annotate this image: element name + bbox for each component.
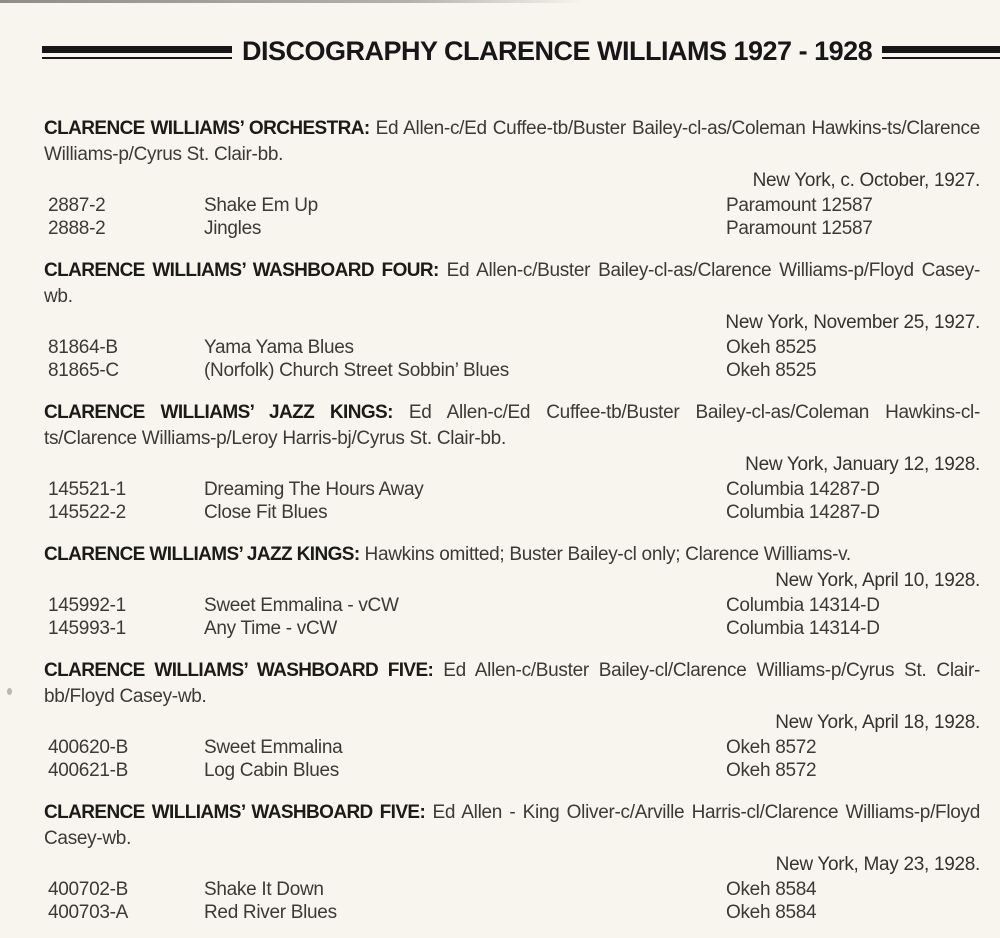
release-label: Okeh 8525 bbox=[726, 360, 817, 381]
session-date-location: New York, November 25, 1927. bbox=[725, 312, 980, 333]
track-title: Sweet Emmalina - vCW bbox=[204, 595, 399, 616]
matrix-number: 145522-2 bbox=[48, 502, 126, 523]
track-row bbox=[42, 617, 980, 640]
release-label: Okeh 8584 bbox=[726, 902, 817, 923]
matrix-number: 2887-2 bbox=[48, 195, 106, 216]
session-date-location: New York, April 18, 1928. bbox=[775, 712, 980, 733]
track-row bbox=[42, 736, 980, 759]
personnel-list: Ed Allen - King Oliver-c/Arville Harris-cl/Clarence Williams-p/Floyd Casey-wb. bbox=[44, 802, 981, 849]
track-title: Shake It Down bbox=[204, 879, 324, 900]
personnel-list: Ed Allen-c/Ed Cuffee-tb/Buster Bailey-cl-as/Coleman Hawkins-cl-ts/Clarence Williams-p/Leroy Harris-bj/Cyrus St. Clair-bb. bbox=[44, 402, 980, 449]
track-title: Yama Yama Blues bbox=[204, 337, 354, 358]
track-title: Red River Blues bbox=[204, 902, 337, 923]
session-heading bbox=[42, 116, 980, 168]
matrix-number: 400620-B bbox=[48, 737, 129, 758]
discography-section bbox=[42, 400, 980, 524]
discography-section bbox=[42, 542, 980, 640]
track-row bbox=[42, 594, 980, 617]
release-label: Paramount 12587 bbox=[726, 195, 873, 216]
session-date-location: New York, April 10, 1928. bbox=[775, 570, 980, 591]
scan-speck-artifact bbox=[7, 688, 12, 695]
matrix-number: 400703-A bbox=[48, 902, 129, 923]
band-name: CLARENCE WILLIAMS’ WASHBOARD FIVE: bbox=[44, 660, 434, 681]
release-label: Columbia 14287-D bbox=[726, 502, 880, 523]
track-title: (Norfolk) Church Street Sobbin’ Blues bbox=[204, 360, 509, 381]
track-title: Close Fit Blues bbox=[204, 502, 328, 523]
session-heading bbox=[42, 258, 980, 310]
track-title: Shake Em Up bbox=[204, 195, 318, 216]
track-title: Any Time - vCW bbox=[204, 618, 338, 639]
discography-section bbox=[42, 258, 980, 382]
session-heading bbox=[42, 800, 980, 852]
matrix-number: 81865-C bbox=[48, 360, 119, 381]
session-date-location: New York, c. October, 1927. bbox=[752, 170, 980, 191]
personnel-list: Ed Allen-c/Buster Bailey-cl/Clarence Williams-p/Cyrus St. Clair-bb/Floyd Casey-wb. bbox=[44, 660, 980, 707]
release-label: Okeh 8584 bbox=[726, 879, 817, 900]
band-name: CLARENCE WILLIAMS’ JAZZ KINGS: bbox=[44, 544, 360, 565]
personnel-list: Ed Allen-c/Buster Bailey-cl-as/Clarence Williams-p/Floyd Casey-wb. bbox=[44, 260, 980, 307]
track-title: Sweet Emmalina bbox=[204, 737, 343, 758]
matrix-number: 145993-1 bbox=[48, 618, 126, 639]
page-header bbox=[42, 36, 980, 69]
header-rule-left bbox=[42, 46, 232, 59]
release-label: Columbia 14287-D bbox=[726, 479, 880, 500]
release-label: Okeh 8525 bbox=[726, 337, 817, 358]
session-heading bbox=[42, 400, 980, 452]
discography-section bbox=[42, 116, 980, 240]
band-name: CLARENCE WILLIAMS’ JAZZ KINGS: bbox=[44, 402, 393, 423]
matrix-number: 400702-B bbox=[48, 879, 129, 900]
release-label: Columbia 14314-D bbox=[726, 595, 880, 616]
matrix-number: 145992-1 bbox=[48, 595, 126, 616]
track-row bbox=[42, 217, 980, 240]
session-date-location: New York, January 12, 1928. bbox=[745, 454, 980, 475]
band-name: CLARENCE WILLIAMS’ WASHBOARD FIVE: bbox=[44, 802, 426, 823]
release-label: Okeh 8572 bbox=[726, 760, 817, 781]
matrix-number: 81864-B bbox=[48, 337, 118, 358]
track-row bbox=[42, 478, 980, 501]
scan-edge-artifact bbox=[0, 0, 585, 3]
discography-section bbox=[42, 658, 980, 782]
session-heading bbox=[42, 658, 980, 710]
header-rule-right bbox=[882, 46, 1000, 59]
band-name: CLARENCE WILLIAMS’ WASHBOARD FOUR: bbox=[44, 260, 439, 281]
track-row bbox=[42, 501, 980, 524]
track-title: Dreaming The Hours Away bbox=[204, 479, 424, 500]
track-row bbox=[42, 336, 980, 359]
release-label: Okeh 8572 bbox=[726, 737, 817, 758]
session-date-location: New York, May 23, 1928. bbox=[775, 854, 980, 875]
session-heading bbox=[42, 542, 980, 568]
matrix-number: 2888-2 bbox=[48, 218, 106, 239]
matrix-number: 145521-1 bbox=[48, 479, 126, 500]
release-label: Columbia 14314-D bbox=[726, 618, 880, 639]
discography-section bbox=[42, 800, 980, 924]
track-row bbox=[42, 759, 980, 782]
track-row bbox=[42, 194, 980, 217]
release-label: Paramount 12587 bbox=[726, 218, 873, 239]
page-title: DISCOGRAPHY CLARENCE WILLIAMS 1927 - 1928 bbox=[242, 36, 873, 66]
matrix-number: 400621-B bbox=[48, 760, 129, 781]
personnel-list: Hawkins omitted; Buster Bailey-cl only; Clarence Williams-v. bbox=[364, 544, 851, 565]
track-row bbox=[42, 359, 980, 382]
track-row bbox=[42, 878, 980, 901]
personnel-list: Ed Allen-c/Ed Cuffee-tb/Buster Bailey-cl-as/Coleman Hawkins-ts/Clarence Williams-p/Cyrus St. Clair-bb. bbox=[44, 118, 980, 165]
band-name: CLARENCE WILLIAMS’ ORCHESTRA: bbox=[44, 118, 370, 139]
track-row bbox=[42, 901, 980, 924]
track-title: Log Cabin Blues bbox=[204, 760, 339, 781]
track-title: Jingles bbox=[204, 218, 262, 239]
